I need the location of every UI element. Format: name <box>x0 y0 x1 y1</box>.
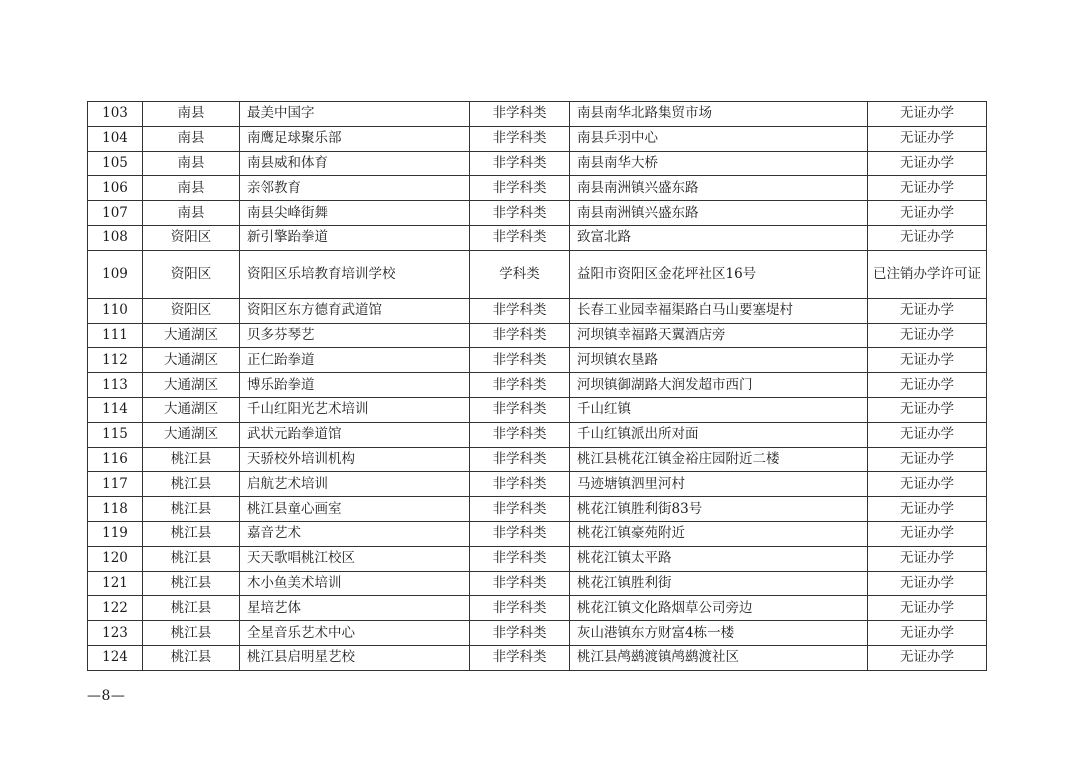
cell-number: 104 <box>88 126 143 151</box>
cell-address: 河坝镇幸福路天翼酒店旁 <box>570 323 868 348</box>
cell-category: 非学科类 <box>470 201 570 226</box>
cell-category: 非学科类 <box>470 472 570 497</box>
cell-district: 南县 <box>143 201 240 226</box>
cell-number: 112 <box>88 348 143 373</box>
cell-institution-name: 桃江县童心画室 <box>240 497 470 522</box>
cell-number: 107 <box>88 201 143 226</box>
table-row <box>88 176 987 201</box>
cell-district: 资阳区 <box>143 225 240 250</box>
cell-category: 非学科类 <box>470 621 570 646</box>
cell-status: 无证办学 <box>868 546 987 571</box>
cell-district: 桃江县 <box>143 571 240 596</box>
table-row <box>88 373 987 398</box>
cell-district: 桃江县 <box>143 472 240 497</box>
cell-status: 无证办学 <box>868 447 987 472</box>
cell-category: 非学科类 <box>470 596 570 621</box>
cell-status: 无证办学 <box>868 201 987 226</box>
table-row <box>88 596 987 621</box>
cell-institution-name: 南县尖峰街舞 <box>240 201 470 226</box>
table-row <box>88 497 987 522</box>
cell-status: 无证办学 <box>868 397 987 422</box>
cell-number: 116 <box>88 447 143 472</box>
table-row <box>88 546 987 571</box>
cell-address: 灰山港镇东方财富4栋一楼 <box>570 621 868 646</box>
cell-institution-name: 星培艺体 <box>240 596 470 621</box>
cell-address: 桃花江镇胜利街 <box>570 571 868 596</box>
table-row <box>88 348 987 373</box>
cell-category: 非学科类 <box>470 102 570 127</box>
cell-number: 122 <box>88 596 143 621</box>
cell-district: 桃江县 <box>143 645 240 670</box>
cell-number: 103 <box>88 102 143 127</box>
cell-status: 无证办学 <box>868 472 987 497</box>
cell-category: 非学科类 <box>470 373 570 398</box>
cell-institution-name: 南县威和体育 <box>240 151 470 176</box>
cell-district: 桃江县 <box>143 497 240 522</box>
cell-status: 无证办学 <box>868 497 987 522</box>
cell-address: 桃江县桃花江镇金裕庄园附近二楼 <box>570 447 868 472</box>
cell-number: 109 <box>88 250 143 298</box>
cell-institution-name: 正仁跆拳道 <box>240 348 470 373</box>
cell-status: 无证办学 <box>868 571 987 596</box>
cell-status: 无证办学 <box>868 521 987 546</box>
cell-status: 无证办学 <box>868 373 987 398</box>
cell-category: 非学科类 <box>470 546 570 571</box>
cell-address: 千山红镇 <box>570 397 868 422</box>
table-row <box>88 225 987 250</box>
table-body <box>88 102 987 671</box>
cell-category: 非学科类 <box>470 225 570 250</box>
cell-number: 110 <box>88 298 143 323</box>
cell-number: 111 <box>88 323 143 348</box>
institution-table <box>87 101 987 671</box>
cell-district: 大通湖区 <box>143 422 240 447</box>
cell-address: 桃江县鸬鹚渡镇鸬鹚渡社区 <box>570 645 868 670</box>
table-row <box>88 250 987 298</box>
cell-status: 无证办学 <box>868 102 987 127</box>
cell-status: 无证办学 <box>868 596 987 621</box>
cell-number: 123 <box>88 621 143 646</box>
cell-status: 无证办学 <box>868 645 987 670</box>
cell-institution-name: 资阳区东方德育武道馆 <box>240 298 470 323</box>
cell-district: 资阳区 <box>143 250 240 298</box>
cell-category: 非学科类 <box>470 497 570 522</box>
cell-institution-name: 南鹰足球聚乐部 <box>240 126 470 151</box>
cell-district: 大通湖区 <box>143 348 240 373</box>
cell-status: 无证办学 <box>868 323 987 348</box>
table-row <box>88 323 987 348</box>
cell-status: 无证办学 <box>868 298 987 323</box>
cell-district: 桃江县 <box>143 546 240 571</box>
cell-address: 致富北路 <box>570 225 868 250</box>
cell-category: 非学科类 <box>470 323 570 348</box>
cell-institution-name: 桃江县启明星艺校 <box>240 645 470 670</box>
table-row <box>88 102 987 127</box>
page-number: —8— <box>87 688 126 704</box>
cell-number: 117 <box>88 472 143 497</box>
cell-district: 大通湖区 <box>143 323 240 348</box>
cell-status: 无证办学 <box>868 176 987 201</box>
cell-number: 106 <box>88 176 143 201</box>
cell-number: 121 <box>88 571 143 596</box>
cell-status: 无证办学 <box>868 126 987 151</box>
cell-address: 千山红镇派出所对面 <box>570 422 868 447</box>
cell-address: 南县南洲镇兴盛东路 <box>570 176 868 201</box>
cell-number: 108 <box>88 225 143 250</box>
cell-district: 大通湖区 <box>143 373 240 398</box>
table-row <box>88 298 987 323</box>
cell-district: 大通湖区 <box>143 397 240 422</box>
cell-number: 113 <box>88 373 143 398</box>
cell-district: 桃江县 <box>143 621 240 646</box>
cell-status: 无证办学 <box>868 621 987 646</box>
cell-institution-name: 博乐跆拳道 <box>240 373 470 398</box>
cell-district: 桃江县 <box>143 596 240 621</box>
table-row <box>88 521 987 546</box>
table-row <box>88 571 987 596</box>
cell-district: 南县 <box>143 102 240 127</box>
cell-institution-name: 启航艺术培训 <box>240 472 470 497</box>
cell-number: 124 <box>88 645 143 670</box>
cell-address: 河坝镇御湖路大润发超市西门 <box>570 373 868 398</box>
cell-number: 115 <box>88 422 143 447</box>
table-row <box>88 447 987 472</box>
cell-status: 已注销办学许可证 <box>868 250 987 298</box>
cell-institution-name: 最美中国字 <box>240 102 470 127</box>
cell-category: 非学科类 <box>470 348 570 373</box>
cell-address: 南县南华北路集贸市场 <box>570 102 868 127</box>
cell-institution-name: 新引擎跆拳道 <box>240 225 470 250</box>
cell-district: 资阳区 <box>143 298 240 323</box>
table-row <box>88 472 987 497</box>
cell-category: 学科类 <box>470 250 570 298</box>
table-row <box>88 621 987 646</box>
cell-number: 118 <box>88 497 143 522</box>
cell-address: 南县乒羽中心 <box>570 126 868 151</box>
cell-category: 非学科类 <box>470 447 570 472</box>
cell-number: 114 <box>88 397 143 422</box>
cell-address: 桃花江镇胜利街83号 <box>570 497 868 522</box>
cell-status: 无证办学 <box>868 348 987 373</box>
cell-institution-name: 全星音乐艺术中心 <box>240 621 470 646</box>
cell-category: 非学科类 <box>470 521 570 546</box>
table-row <box>88 422 987 447</box>
cell-address: 桃花江镇文化路烟草公司旁边 <box>570 596 868 621</box>
cell-number: 119 <box>88 521 143 546</box>
cell-status: 无证办学 <box>868 151 987 176</box>
cell-address: 南县南华大桥 <box>570 151 868 176</box>
cell-institution-name: 亲邻教育 <box>240 176 470 201</box>
cell-address: 益阳市资阳区金花坪社区16号 <box>570 250 868 298</box>
cell-district: 南县 <box>143 151 240 176</box>
cell-district: 桃江县 <box>143 447 240 472</box>
table-row <box>88 397 987 422</box>
cell-category: 非学科类 <box>470 126 570 151</box>
table-row <box>88 151 987 176</box>
cell-institution-name: 天骄校外培训机构 <box>240 447 470 472</box>
cell-category: 非学科类 <box>470 397 570 422</box>
cell-institution-name: 木小鱼美术培训 <box>240 571 470 596</box>
cell-number: 120 <box>88 546 143 571</box>
cell-address: 长春工业园幸福渠路白马山要塞堤村 <box>570 298 868 323</box>
cell-institution-name: 资阳区乐培教育培训学校 <box>240 250 470 298</box>
cell-status: 无证办学 <box>868 422 987 447</box>
table-row <box>88 645 987 670</box>
cell-district: 南县 <box>143 126 240 151</box>
cell-address: 桃花江镇太平路 <box>570 546 868 571</box>
cell-institution-name: 贝多芬琴艺 <box>240 323 470 348</box>
cell-institution-name: 千山红阳光艺术培训 <box>240 397 470 422</box>
cell-institution-name: 天天歌唱桃江校区 <box>240 546 470 571</box>
cell-category: 非学科类 <box>470 571 570 596</box>
cell-number: 105 <box>88 151 143 176</box>
cell-institution-name: 嘉音艺术 <box>240 521 470 546</box>
table-row <box>88 201 987 226</box>
cell-status: 无证办学 <box>868 225 987 250</box>
table-row <box>88 126 987 151</box>
cell-category: 非学科类 <box>470 422 570 447</box>
cell-district: 南县 <box>143 176 240 201</box>
cell-address: 桃花江镇豪苑附近 <box>570 521 868 546</box>
cell-address: 河坝镇农垦路 <box>570 348 868 373</box>
cell-category: 非学科类 <box>470 298 570 323</box>
cell-district: 桃江县 <box>143 521 240 546</box>
cell-category: 非学科类 <box>470 176 570 201</box>
cell-address: 南县南洲镇兴盛东路 <box>570 201 868 226</box>
cell-institution-name: 武状元跆拳道馆 <box>240 422 470 447</box>
cell-category: 非学科类 <box>470 645 570 670</box>
cell-category: 非学科类 <box>470 151 570 176</box>
cell-address: 马迹塘镇泗里河村 <box>570 472 868 497</box>
